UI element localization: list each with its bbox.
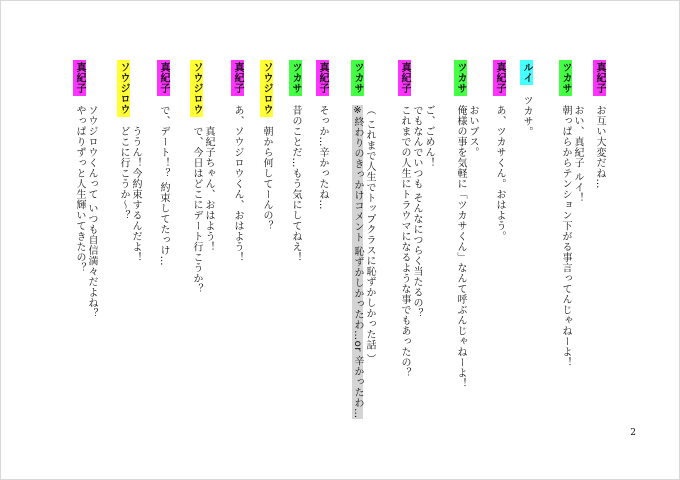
- speaker-tag: 真紀子: [158, 62, 169, 94]
- speaker-tag: ツカサ: [290, 62, 301, 94]
- dialogue-line: おいブス。: [467, 105, 478, 158]
- speaker-tag: ルイ: [521, 62, 532, 83]
- dialogue-line: あ、ツカサくん。おはよう。: [494, 105, 505, 242]
- dialogue-line: で、デート！？ 約束してたっけ…: [158, 105, 169, 267]
- dialogue-line: （ これまで人生でトップクラスに恥ずかしかった話 ）: [364, 105, 375, 365]
- dialogue-column: [450, 60, 478, 389]
- speaker-tag: ソウジロウ: [118, 62, 129, 115]
- dialogue-column: [289, 60, 302, 263]
- dialogue-column: [186, 60, 214, 294]
- dialogue-column: [493, 60, 506, 242]
- dialogue-column: [316, 60, 329, 210]
- dialogue-line: これまでの人生にトラウマになるような事でもあったの？: [399, 105, 410, 379]
- dialogue-column: [113, 60, 141, 263]
- dialogue-line: 昔のことだ…もう気にしてねえ！: [290, 105, 301, 263]
- dialogue-column: [520, 60, 533, 137]
- dialogue-line: そっか…辛かったね…: [317, 105, 328, 211]
- dialogue-line: 俺様の事を気軽に「ツカサくん」なんて呼ぶんじゃねーよ！: [455, 105, 466, 389]
- dialogue-column: [69, 60, 97, 319]
- speaker-tag: 真紀子: [232, 62, 243, 94]
- dialogue-text: [454, 105, 478, 389]
- speaker-tag: 真紀子: [594, 62, 605, 94]
- dialogue-column: [157, 60, 170, 266]
- dialogue-line: 朝っぱらからテンション下がる事言ってんじゃねーよ！: [560, 105, 571, 368]
- dialogue-line: おい、真紀子 ルイ！: [572, 105, 583, 204]
- dialogue-line: で、今日はどこにデート行こうか？: [191, 126, 202, 295]
- dialogue-text: [73, 105, 97, 319]
- speaker-tag: 真紀子: [74, 62, 85, 94]
- speaker-tag: 真紀子: [317, 62, 328, 94]
- dialogue-line: やっぱりずっと人生輝いてきたの？: [74, 105, 85, 274]
- dialogue-line: お互い大変だね…: [594, 105, 605, 190]
- page-number: 2: [630, 428, 636, 438]
- speaker-tag: ツカサ: [560, 62, 571, 94]
- speaker-tag: 真紀子: [494, 62, 505, 94]
- dialogue-line: 真紀子ちゃん、おはよう！: [203, 126, 214, 253]
- dialogue-text: [190, 126, 214, 294]
- dialogue-column: [260, 60, 273, 231]
- highlighted-note: ※終わりのきっかけコメント 恥ずかしかったわ…or 辛かったわ…: [352, 105, 363, 419]
- dialogue-text: [351, 105, 375, 419]
- dialogue-line: でもなんでいつも そんなにつらく当たるの？: [411, 105, 422, 319]
- dialogue-line: どこに行こうか～？: [118, 126, 129, 221]
- dialogue-line: ううん！今約束するんだよ！: [130, 126, 141, 263]
- dialogue-column: [345, 60, 375, 419]
- dialogue-line: あ、ソウジロウくん、おはよう！: [232, 105, 243, 263]
- dialogue-line: ツカサ。: [521, 94, 532, 137]
- dialogue-column: [593, 60, 606, 189]
- dialogue-text: [559, 105, 583, 368]
- dialogue-line: ソウジロウくんって いつも自信満々だよね？: [86, 105, 97, 319]
- speaker-tag: 真紀子: [399, 62, 410, 94]
- speaker-tag: ソウジロウ: [261, 62, 272, 115]
- dialogue-column: [557, 60, 583, 368]
- dialogue-line: ご、ごめん！: [423, 105, 434, 169]
- speaker-tag: ツカサ: [352, 62, 363, 94]
- speaker-tag: ツカサ: [455, 62, 466, 94]
- dialogue-column: [394, 60, 434, 378]
- dialogue-column: [231, 60, 244, 263]
- dialogue-text: [398, 105, 434, 378]
- speaker-tag: ソウジロウ: [191, 62, 202, 115]
- dialogue-line: 朝から何してーんの？: [261, 126, 272, 232]
- dialogue-text: [117, 126, 141, 263]
